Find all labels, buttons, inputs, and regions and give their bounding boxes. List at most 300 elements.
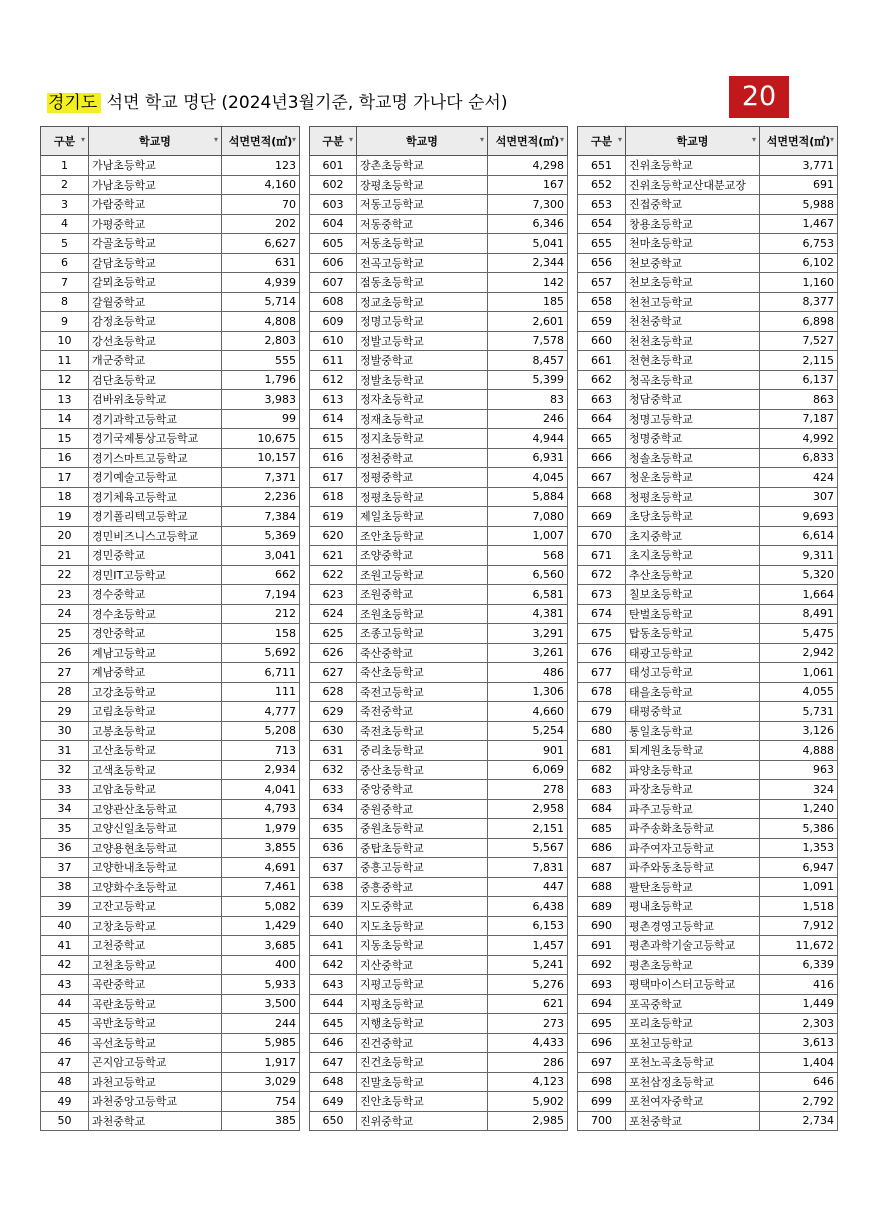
asbestos-area: 5,041 (488, 234, 568, 254)
asbestos-area: 5,731 (760, 702, 838, 722)
asbestos-area: 6,137 (760, 370, 838, 390)
header-no[interactable]: 구분 ▾ (578, 127, 626, 156)
row-number: 668 (578, 487, 626, 507)
school-name: 중흥고등학교 (357, 858, 488, 878)
filter-dropdown-icon[interactable]: ▾ (617, 135, 622, 144)
row-number: 664 (578, 409, 626, 429)
row-number: 663 (578, 390, 626, 410)
row-number: 632 (310, 760, 357, 780)
filter-dropdown-icon[interactable]: ▾ (80, 135, 85, 144)
header-school[interactable]: 학교명 ▾ (357, 127, 488, 156)
asbestos-area: 5,399 (488, 370, 568, 390)
table-row (310, 877, 568, 897)
row-number: 643 (310, 975, 357, 995)
table-row (310, 351, 568, 371)
row-number: 655 (578, 234, 626, 254)
row-number: 624 (310, 604, 357, 624)
row-number: 46 (41, 1033, 89, 1053)
table-row (578, 292, 838, 312)
row-number: 42 (41, 955, 89, 975)
row-number: 687 (578, 858, 626, 878)
asbestos-area: 1,467 (760, 214, 838, 234)
page-title (47, 92, 507, 114)
table-row (310, 409, 568, 429)
asbestos-area: 1,091 (760, 877, 838, 897)
school-name: 정자초등학교 (357, 390, 488, 410)
school-name: 평택마이스터고등학교 (626, 975, 760, 995)
header-area[interactable]: 석면면적(㎡) ▾ (222, 127, 300, 156)
table-row (310, 1092, 568, 1112)
table-row (578, 331, 838, 351)
school-name: 죽전고등학교 (357, 682, 488, 702)
table-row (310, 390, 568, 410)
asbestos-area: 7,187 (760, 409, 838, 429)
row-number: 26 (41, 643, 89, 663)
table-row (578, 1111, 838, 1131)
school-name: 감정초등학교 (89, 312, 222, 332)
table-row (310, 799, 568, 819)
school-name: 저동고등학교 (357, 195, 488, 215)
row-number: 19 (41, 507, 89, 527)
school-name: 고산초등학교 (89, 741, 222, 761)
table-row (578, 799, 838, 819)
row-number: 676 (578, 643, 626, 663)
table-row (41, 351, 300, 371)
row-number: 679 (578, 702, 626, 722)
row-number: 13 (41, 390, 89, 410)
school-name: 정발초등학교 (357, 370, 488, 390)
header-area[interactable]: 석면면적(㎡) ▾ (488, 127, 568, 156)
row-number: 41 (41, 936, 89, 956)
table-row (578, 819, 838, 839)
table-row (310, 565, 568, 585)
table-row (41, 546, 300, 566)
asbestos-area: 5,714 (222, 292, 300, 312)
table-row (41, 195, 300, 215)
asbestos-area: 4,160 (222, 175, 300, 195)
asbestos-area: 4,433 (488, 1033, 568, 1053)
asbestos-area: 5,369 (222, 526, 300, 546)
school-name: 포천중학교 (626, 1111, 760, 1131)
asbestos-area: 3,855 (222, 838, 300, 858)
table-row (310, 604, 568, 624)
school-name: 천보중학교 (626, 253, 760, 273)
school-name: 정교초등학교 (357, 292, 488, 312)
row-number: 34 (41, 799, 89, 819)
asbestos-area: 6,102 (760, 253, 838, 273)
table-row (578, 507, 838, 527)
asbestos-area: 4,944 (488, 429, 568, 449)
row-number: 690 (578, 916, 626, 936)
table-row (310, 546, 568, 566)
row-number: 39 (41, 897, 89, 917)
school-name: 포천삼정초등학교 (626, 1072, 760, 1092)
asbestos-area: 6,614 (760, 526, 838, 546)
school-name: 과천중앙고등학교 (89, 1092, 222, 1112)
row-number: 675 (578, 624, 626, 644)
asbestos-area: 111 (222, 682, 300, 702)
table-row (578, 663, 838, 683)
row-number: 630 (310, 721, 357, 741)
row-number: 641 (310, 936, 357, 956)
school-name: 고양관산초등학교 (89, 799, 222, 819)
table-row (578, 682, 838, 702)
row-number: 47 (41, 1053, 89, 1073)
table-row (578, 1014, 838, 1034)
table-row (578, 526, 838, 546)
row-number: 639 (310, 897, 357, 917)
school-name: 조원고등학교 (357, 565, 488, 585)
school-name: 팔탄초등학교 (626, 877, 760, 897)
row-number: 17 (41, 468, 89, 488)
asbestos-area: 6,346 (488, 214, 568, 234)
row-number: 611 (310, 351, 357, 371)
school-name: 저동초등학교 (357, 234, 488, 254)
row-number: 674 (578, 604, 626, 624)
school-name: 경수초등학교 (89, 604, 222, 624)
asbestos-area: 5,082 (222, 897, 300, 917)
table-row (578, 409, 838, 429)
filter-dropdown-icon[interactable]: ▾ (829, 135, 834, 144)
table-row (578, 546, 838, 566)
row-number: 683 (578, 780, 626, 800)
table-row (578, 585, 838, 605)
school-name: 중흥중학교 (357, 877, 488, 897)
row-number: 48 (41, 1072, 89, 1092)
table-row (41, 214, 300, 234)
school-name: 경기폴리텍고등학교 (89, 507, 222, 527)
row-number: 637 (310, 858, 357, 878)
school-name: 정재초등학교 (357, 409, 488, 429)
table-row (578, 936, 838, 956)
school-name: 정발중학교 (357, 351, 488, 371)
filter-dropdown-icon[interactable]: ▾ (348, 135, 353, 144)
school-name: 초지중학교 (626, 526, 760, 546)
row-number: 689 (578, 897, 626, 917)
asbestos-area: 6,833 (760, 448, 838, 468)
row-number: 5 (41, 234, 89, 254)
row-number: 649 (310, 1092, 357, 1112)
row-number: 10 (41, 331, 89, 351)
asbestos-area: 6,753 (760, 234, 838, 254)
table-row (41, 897, 300, 917)
asbestos-area: 5,276 (488, 975, 568, 995)
asbestos-area: 1,664 (760, 585, 838, 605)
table-row (578, 955, 838, 975)
school-name: 경민비즈니스고등학교 (89, 526, 222, 546)
row-number: 608 (310, 292, 357, 312)
asbestos-area: 7,831 (488, 858, 568, 878)
row-number: 642 (310, 955, 357, 975)
table-row (578, 1053, 838, 1073)
school-name: 지도초등학교 (357, 916, 488, 936)
table-row (578, 1033, 838, 1053)
asbestos-area: 4,992 (760, 429, 838, 449)
school-name: 가람중학교 (89, 195, 222, 215)
school-name: 진위초등학교산대분교장 (626, 175, 760, 195)
asbestos-area: 9,693 (760, 507, 838, 527)
table-row (578, 975, 838, 995)
asbestos-area: 901 (488, 741, 568, 761)
asbestos-area: 202 (222, 214, 300, 234)
filter-dropdown-icon[interactable]: ▾ (291, 135, 296, 144)
row-number: 3 (41, 195, 89, 215)
school-name: 정명고등학교 (357, 312, 488, 332)
asbestos-area: 1,449 (760, 994, 838, 1014)
asbestos-area: 7,300 (488, 195, 568, 215)
header-no[interactable]: 구분 ▾ (41, 127, 89, 156)
table-row (310, 253, 568, 273)
asbestos-area: 1,979 (222, 819, 300, 839)
asbestos-area: 4,041 (222, 780, 300, 800)
asbestos-area: 1,306 (488, 682, 568, 702)
table-row (41, 760, 300, 780)
table-row (578, 429, 838, 449)
asbestos-area: 4,045 (488, 468, 568, 488)
school-name: 고봉초등학교 (89, 721, 222, 741)
row-number: 617 (310, 468, 357, 488)
asbestos-area: 7,194 (222, 585, 300, 605)
school-name: 청평초등학교 (626, 487, 760, 507)
row-number: 23 (41, 585, 89, 605)
asbestos-area: 7,080 (488, 507, 568, 527)
asbestos-area: 4,939 (222, 273, 300, 293)
school-name: 갈담초등학교 (89, 253, 222, 273)
row-number: 43 (41, 975, 89, 995)
school-name: 고양용현초등학교 (89, 838, 222, 858)
filter-dropdown-icon[interactable]: ▾ (213, 135, 218, 144)
asbestos-area: 9,311 (760, 546, 838, 566)
table-row (41, 741, 300, 761)
asbestos-area: 1,457 (488, 936, 568, 956)
asbestos-area: 2,303 (760, 1014, 838, 1034)
row-number: 29 (41, 702, 89, 722)
table-row (578, 897, 838, 917)
table-row (310, 370, 568, 390)
school-name: 천천초등학교 (626, 331, 760, 351)
table-row (578, 214, 838, 234)
row-number: 698 (578, 1072, 626, 1092)
table-row (310, 195, 568, 215)
table-row (578, 624, 838, 644)
asbestos-area: 142 (488, 273, 568, 293)
table-row (41, 780, 300, 800)
school-name: 고천초등학교 (89, 955, 222, 975)
table-row (41, 682, 300, 702)
school-name: 장평초등학교 (357, 175, 488, 195)
table-row (41, 858, 300, 878)
header-area[interactable]: 석면면적(㎡) ▾ (760, 127, 838, 156)
table-row (41, 487, 300, 507)
header-no[interactable]: 구분 ▾ (310, 127, 357, 156)
row-number: 21 (41, 546, 89, 566)
asbestos-area: 5,902 (488, 1092, 568, 1112)
row-number: 2 (41, 175, 89, 195)
row-number: 615 (310, 429, 357, 449)
asbestos-area: 5,692 (222, 643, 300, 663)
table-row (41, 819, 300, 839)
table-row (310, 585, 568, 605)
school-name: 죽전초등학교 (357, 721, 488, 741)
row-number: 610 (310, 331, 357, 351)
school-name: 지도중학교 (357, 897, 488, 917)
table-row (41, 936, 300, 956)
row-number: 678 (578, 682, 626, 702)
table-row (41, 1014, 300, 1034)
asbestos-area: 5,985 (222, 1033, 300, 1053)
school-name: 평내초등학교 (626, 897, 760, 917)
school-name: 포천고등학교 (626, 1033, 760, 1053)
school-name: 청솔초등학교 (626, 448, 760, 468)
asbestos-area: 1,518 (760, 897, 838, 917)
row-number: 684 (578, 799, 626, 819)
asbestos-area: 963 (760, 760, 838, 780)
school-name: 청곡초등학교 (626, 370, 760, 390)
asbestos-area: 6,438 (488, 897, 568, 917)
row-number: 658 (578, 292, 626, 312)
school-name: 검바위초등학교 (89, 390, 222, 410)
row-number: 20 (41, 526, 89, 546)
row-number: 35 (41, 819, 89, 839)
school-name: 경기국제통상고등학교 (89, 429, 222, 449)
school-name: 통일초등학교 (626, 721, 760, 741)
school-name: 정평중학교 (357, 468, 488, 488)
row-number: 4 (41, 214, 89, 234)
school-name: 과천고등학교 (89, 1072, 222, 1092)
row-number: 651 (578, 156, 626, 176)
school-name: 태광고등학교 (626, 643, 760, 663)
table-row (310, 721, 568, 741)
asbestos-area: 273 (488, 1014, 568, 1034)
asbestos-area: 5,241 (488, 955, 568, 975)
table-row (41, 292, 300, 312)
row-number: 700 (578, 1111, 626, 1131)
asbestos-area: 4,055 (760, 682, 838, 702)
school-name: 고양화수초등학교 (89, 877, 222, 897)
table-row (310, 175, 568, 195)
row-number: 609 (310, 312, 357, 332)
table-row (310, 838, 568, 858)
filter-dropdown-icon[interactable]: ▾ (479, 135, 484, 144)
row-number: 24 (41, 604, 89, 624)
school-name: 천보초등학교 (626, 273, 760, 293)
row-number: 37 (41, 858, 89, 878)
filter-dropdown-icon[interactable]: ▾ (559, 135, 564, 144)
table-row (578, 1072, 838, 1092)
table-row (578, 916, 838, 936)
asbestos-area: 385 (222, 1111, 300, 1131)
asbestos-area: 8,491 (760, 604, 838, 624)
school-name: 각골초등학교 (89, 234, 222, 254)
school-name: 지행초등학교 (357, 1014, 488, 1034)
row-number: 666 (578, 448, 626, 468)
asbestos-area: 416 (760, 975, 838, 995)
school-name: 죽산초등학교 (357, 663, 488, 683)
school-name: 진접중학교 (626, 195, 760, 215)
row-number: 661 (578, 351, 626, 371)
school-name: 평촌경영고등학교 (626, 916, 760, 936)
asbestos-area: 5,475 (760, 624, 838, 644)
asbestos-area: 568 (488, 546, 568, 566)
school-name: 곡란초등학교 (89, 994, 222, 1014)
asbestos-area: 7,384 (222, 507, 300, 527)
table-row (578, 468, 838, 488)
school-name: 퇴계원초등학교 (626, 741, 760, 761)
school-name: 경기과학고등학교 (89, 409, 222, 429)
row-number: 12 (41, 370, 89, 390)
asbestos-area: 1,796 (222, 370, 300, 390)
table-row (578, 253, 838, 273)
row-number: 616 (310, 448, 357, 468)
table-row (41, 1092, 300, 1112)
row-number: 669 (578, 507, 626, 527)
asbestos-area: 1,917 (222, 1053, 300, 1073)
row-number: 691 (578, 936, 626, 956)
asbestos-area: 3,771 (760, 156, 838, 176)
school-name: 지동초등학교 (357, 936, 488, 956)
table-row (310, 994, 568, 1014)
row-number: 623 (310, 585, 357, 605)
asbestos-area: 863 (760, 390, 838, 410)
filter-dropdown-icon[interactable]: ▾ (751, 135, 756, 144)
asbestos-area: 5,884 (488, 487, 568, 507)
table-row (310, 955, 568, 975)
asbestos-area: 5,320 (760, 565, 838, 585)
row-number: 686 (578, 838, 626, 858)
header-school[interactable]: 학교명 ▾ (89, 127, 222, 156)
school-name: 고강초등학교 (89, 682, 222, 702)
row-number: 31 (41, 741, 89, 761)
school-name: 갈월중학교 (89, 292, 222, 312)
school-name: 중원중학교 (357, 799, 488, 819)
table-row (41, 799, 300, 819)
row-number: 638 (310, 877, 357, 897)
table-row (41, 273, 300, 293)
row-number: 605 (310, 234, 357, 254)
school-name: 조원중학교 (357, 585, 488, 605)
row-number: 653 (578, 195, 626, 215)
school-name: 정지초등학교 (357, 429, 488, 449)
row-number: 7 (41, 273, 89, 293)
school-name: 포천여자중학교 (626, 1092, 760, 1112)
row-number: 654 (578, 214, 626, 234)
table-row (310, 741, 568, 761)
table-row (41, 312, 300, 332)
asbestos-area: 123 (222, 156, 300, 176)
school-name: 정천중학교 (357, 448, 488, 468)
school-name: 제일초등학교 (357, 507, 488, 527)
asbestos-area: 4,298 (488, 156, 568, 176)
table-row (310, 526, 568, 546)
school-name: 고림초등학교 (89, 702, 222, 722)
table-row (578, 838, 838, 858)
table-row (578, 702, 838, 722)
school-name: 경안중학교 (89, 624, 222, 644)
table-row (310, 936, 568, 956)
asbestos-area: 2,803 (222, 331, 300, 351)
row-number: 682 (578, 760, 626, 780)
asbestos-area: 400 (222, 955, 300, 975)
row-number: 9 (41, 312, 89, 332)
school-name: 조원초등학교 (357, 604, 488, 624)
header-school[interactable]: 학교명 ▾ (626, 127, 760, 156)
row-number: 622 (310, 565, 357, 585)
row-number: 602 (310, 175, 357, 195)
table-row (41, 955, 300, 975)
table-row (41, 234, 300, 254)
asbestos-area: 631 (222, 253, 300, 273)
row-number: 657 (578, 273, 626, 293)
